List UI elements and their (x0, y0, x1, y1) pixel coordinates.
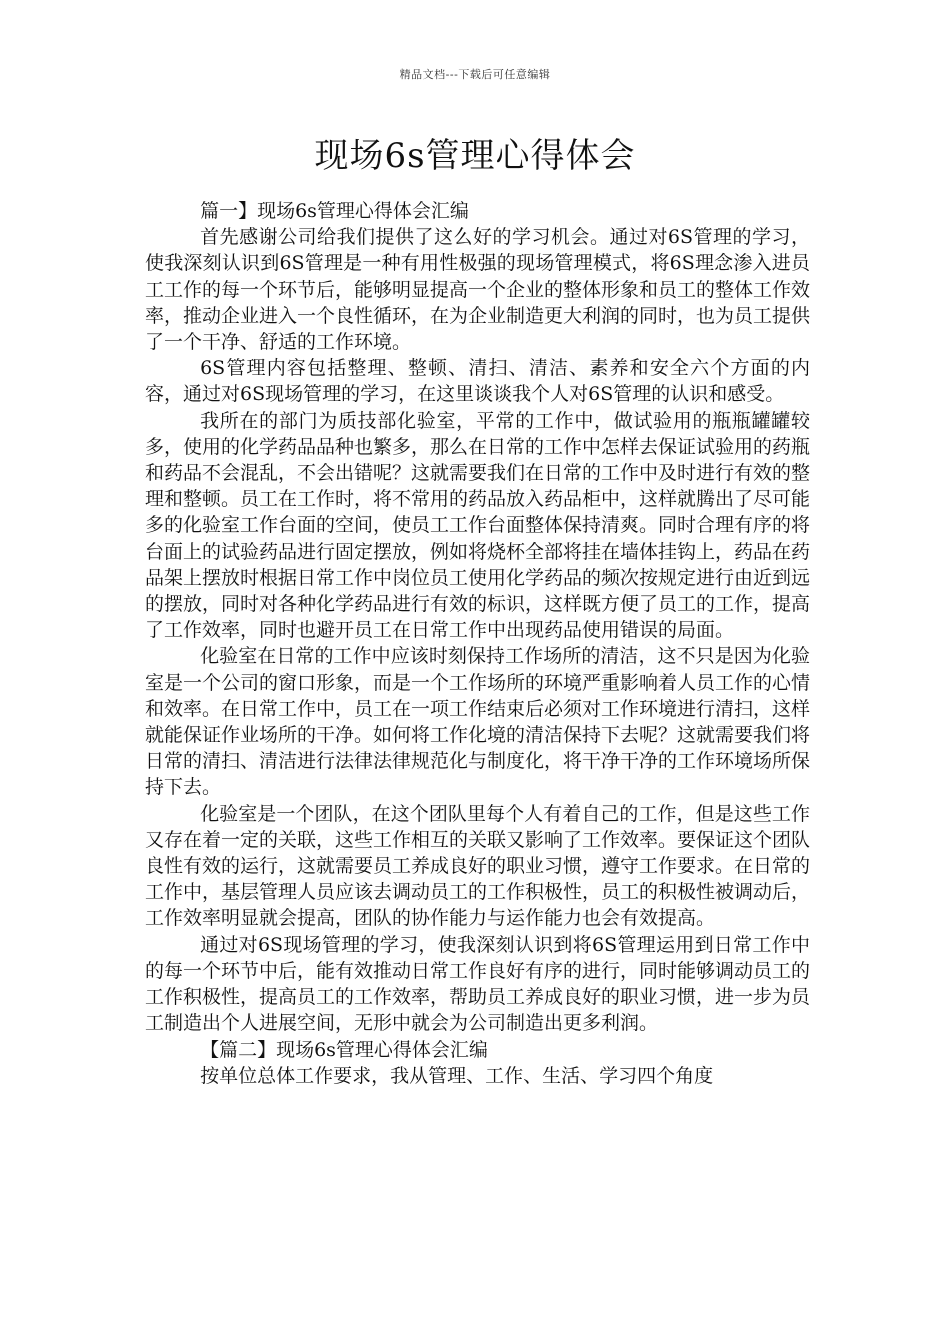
paragraph: 我所在的部门为质技部化验室，平常的工作中，做试验用的瓶瓶罐罐较多，使用的化学药品品种也繁多，那么在日常的工作中怎样去保证试验用的药瓶和药品不会混乱，不会出错呢？这就需要我们在日常的工作中及时进行有效的整理和整顿。员工在工作时，将不常用的药品放入药品柜中，这样就腾出了尽可能多的化验室工作台面的空间，使员工工作台面整体保持清爽。同时合理有序的将台面上的试验药品进行固定摆放，例如将烧杯全部将挂在墙体挂钩上，药品在药品架上摆放时根据日常工作中岗位员工使用化学药品的频次按规定进行由近到远的摆放，同时对各种化学药品进行有效的标识，这样既方便了员工的工作，提高了工作效率，同时也避开员工在日常工作中出现药品使用错误的局面。 (145, 409, 811, 642)
page-header-note: 精品文档---下载后可任意编辑 (399, 68, 551, 81)
paragraph: 首先感谢公司给我们提供了这么好的学习机会。通过对6S管理的学习，使我深刻认识到6S管理是一种有用性极强的现场管理模式，将6S理念渗入进员工工作的每一个环节后，能够明显提高一个企业的整体形象和员工的整体工作效率，推动企业进入一个良性循环，在为企业制造更大利润的同时，也为员工提供了一个干净、舒适的工作环境。 (145, 226, 811, 354)
document-body (145, 198, 810, 1089)
section-heading-2: 【篇二】现场6s管理心得体会汇编 (200, 1038, 488, 1061)
paragraph: 通过对6S现场管理的学习，使我深刻认识到将6S管理运用到日常工作中的每一个环节中后，能有效推动日常工作良好有序的进行，同时能够调动员工的工作积极性，提高员工的工作效率，帮助员工养成良好的职业习惯，进一步为员工制造出个人进展空间，无形中就会为公司制造出更多利润。 (145, 933, 811, 1035)
paragraph: 化验室在日常的工作中应该时刻保持工作场所的清洁，这不只是因为化验室是一个公司的窗口形象，而是一个工作场所的环境严重影响着人员工作的心情和效率。在日常工作中，员工在一项工作结束后必须对工作环境进行清扫，这样就能保证作业场所的干净。如何将工作化境的清洁保持下去呢？这就需要我们将日常的清扫、清洁进行法律法律规范化与制度化，将干净干净的工作环境场所保持下去。 (145, 645, 811, 799)
paragraph: 按单位总体工作要求，我从管理、工作、生活、学习四个角度 (200, 1064, 714, 1087)
section-heading-1: 篇一】现场6s管理心得体会汇编 (200, 200, 469, 222)
document-title: 现场6s管理心得体会 (314, 136, 636, 176)
paragraph: 化验室是一个团队，在这个团队里每个人有着自己的工作，但是这些工作又存在着一定的关联，这些工作相互的关联又影响了工作效率。要保证这个团队良性有效的运行，这就需要员工养成良好的职业习惯，遵守工作要求。在日常的工作中，基层管理人员应该去调动员工的工作积极性，员工的积极性被调动后，工作效率明显就会提高，团队的协作能力与运作能力也会有效提高。 (145, 802, 811, 930)
paragraph: 6S管理内容包括整理、整顿、清扫、清洁、素养和安全六个方面的内容，通过对6S现场管理的学习，在这里谈谈我个人对6S管理的认识和感受。 (145, 357, 810, 406)
